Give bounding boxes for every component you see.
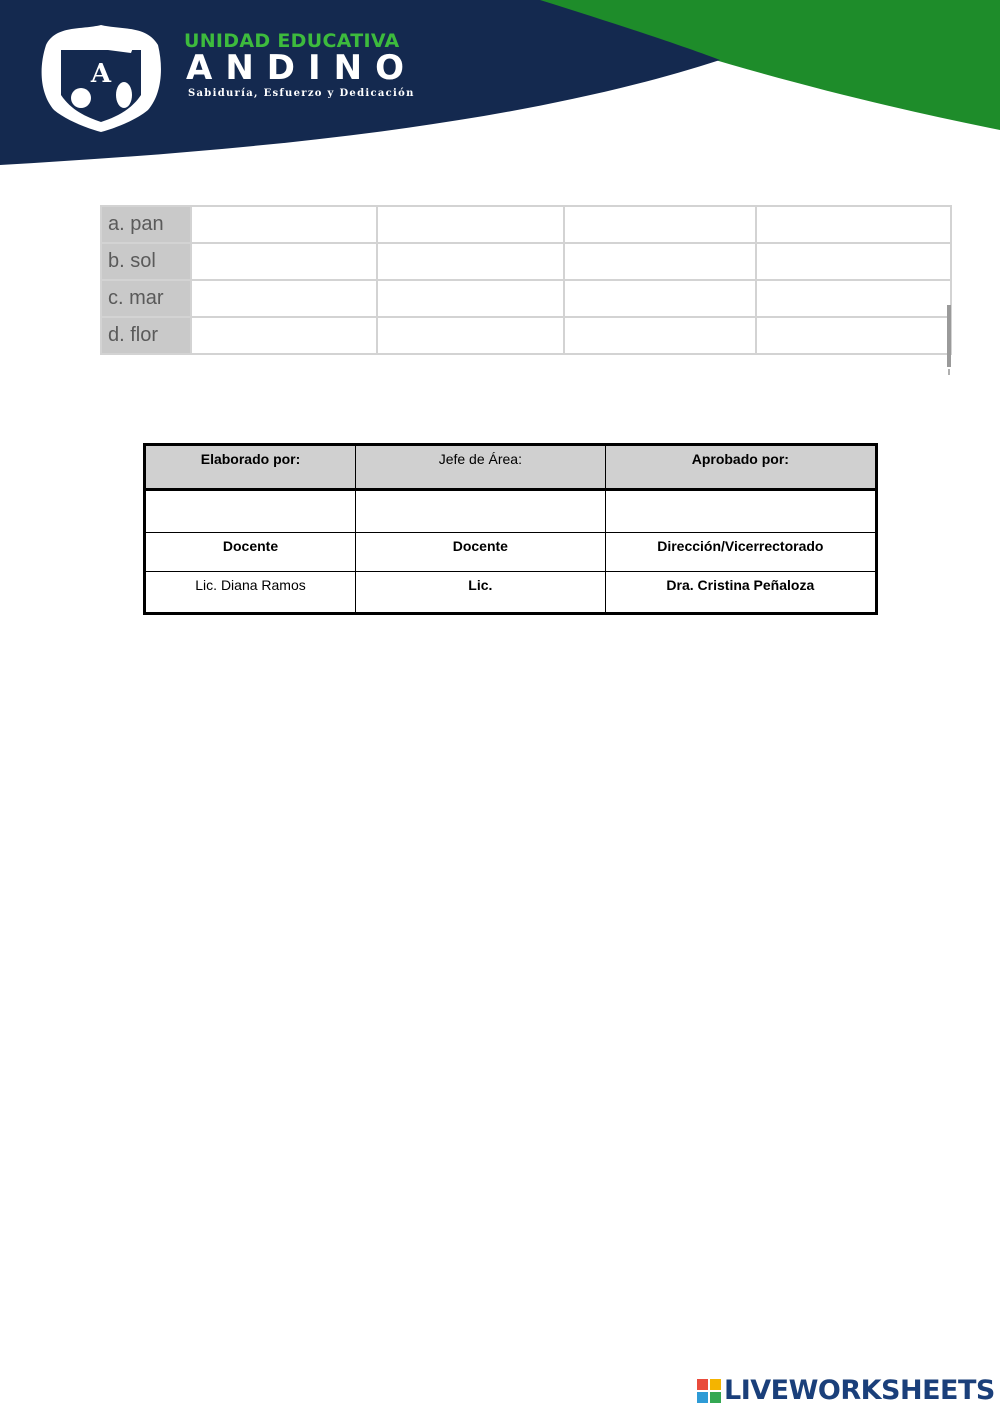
table-row <box>101 280 951 317</box>
school-name-line2: ANDINO <box>186 48 417 88</box>
answer-cell[interactable] <box>377 317 564 354</box>
answer-cell[interactable] <box>564 317 756 354</box>
answer-cell[interactable] <box>377 206 564 243</box>
scan-edge-mark <box>945 305 953 377</box>
name-cell: Lic. Diana Ramos <box>145 572 356 614</box>
svg-text:A: A <box>90 59 112 89</box>
answer-cell[interactable] <box>564 280 756 317</box>
word-cell: d. flor <box>101 317 191 354</box>
liveworksheets-brand[interactable]: LIVEWORKSHEETS <box>724 1375 995 1406</box>
role-cell: Docente <box>145 533 356 572</box>
answer-cell[interactable] <box>756 280 951 317</box>
answer-cell[interactable] <box>564 206 756 243</box>
name-cell: Dra. Cristina Peñaloza <box>605 572 876 614</box>
answer-cell[interactable] <box>191 206 377 243</box>
liveworksheets-logo-icon <box>697 1379 721 1403</box>
signature-row <box>145 490 877 533</box>
header-aprobado: Aprobado por: <box>605 445 876 490</box>
answer-cell[interactable] <box>756 243 951 280</box>
answer-cell[interactable] <box>564 243 756 280</box>
table-row <box>101 317 951 354</box>
answer-cell[interactable] <box>191 243 377 280</box>
word-cell: b. sol <box>101 243 191 280</box>
word-table <box>100 205 952 355</box>
table-row <box>145 533 877 572</box>
name-cell: Lic. <box>356 572 606 614</box>
table-row <box>101 206 951 243</box>
answer-cell[interactable] <box>191 280 377 317</box>
signature-cell[interactable] <box>145 490 356 533</box>
school-motto: Sabiduría, Esfuerzo y Dedicación <box>188 88 415 99</box>
answer-cell[interactable] <box>756 206 951 243</box>
answer-cell[interactable] <box>377 243 564 280</box>
table-row <box>145 572 877 614</box>
table-row <box>145 445 877 490</box>
answer-cell[interactable] <box>191 317 377 354</box>
word-cell: a. pan <box>101 206 191 243</box>
table-row <box>101 243 951 280</box>
word-cell: c. mar <box>101 280 191 317</box>
role-cell: Docente <box>356 533 606 572</box>
role-cell: Dirección/Vicerrectorado <box>605 533 876 572</box>
school-name-line1: UNIDAD EDUCATIVA <box>184 30 400 52</box>
answer-cell[interactable] <box>756 317 951 354</box>
header-jefe-area: Jefe de Área: <box>356 445 606 490</box>
signature-table <box>143 443 878 615</box>
signature-cell[interactable] <box>356 490 606 533</box>
signature-cell[interactable] <box>605 490 876 533</box>
school-crest-icon <box>36 20 166 135</box>
header-elaborado: Elaborado por: <box>145 445 356 490</box>
answer-cell[interactable] <box>377 280 564 317</box>
